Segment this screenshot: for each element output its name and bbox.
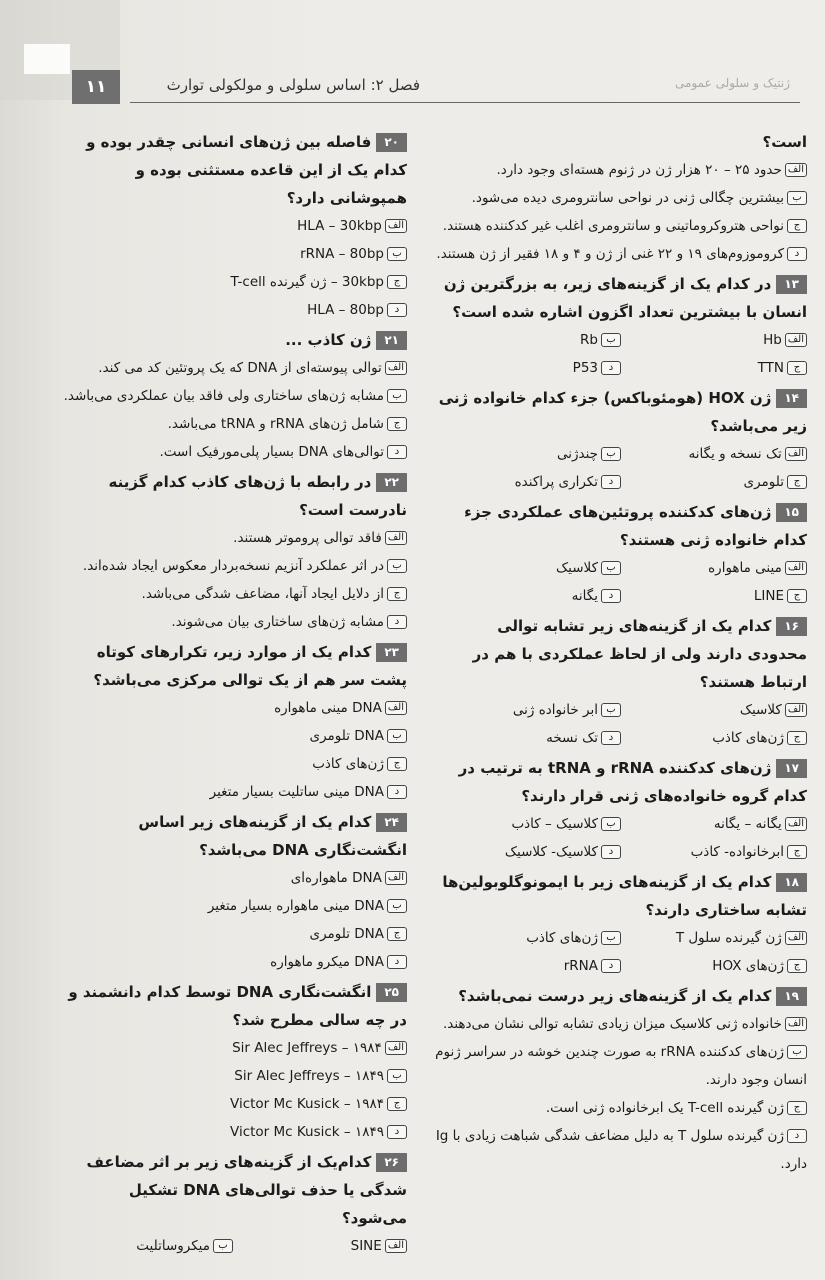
answer-option <box>59 296 407 324</box>
option-row <box>435 440 807 468</box>
question-block <box>59 468 407 636</box>
question-text: در کدام یک از گزینه‌های زیر، به بزرگترین ژن انسان با بیشترین تعداد اگزون اشاره شده است؟ <box>443 275 807 321</box>
option-text: ژن‌های کدکننده rRNA به صورت چندین خوشه در سراسر ژنوم انسان وجود دارند. <box>435 1044 807 1088</box>
question-text: در رابطه با ژن‌های کاذب کدام گزینه نادرست است؟ <box>108 473 407 519</box>
option-text: ابرخانواده- کاذب <box>690 844 784 860</box>
option-letter-badge: د <box>387 1125 407 1139</box>
question-block <box>435 754 807 866</box>
option-letter-badge: ب <box>787 1045 807 1059</box>
option-letter-badge: الف <box>385 1041 407 1055</box>
option-text: ۱۸۴۹ – Sir Alec Jeffreys <box>234 1068 384 1084</box>
question-number-badge: ۱۴ <box>776 389 807 408</box>
question-block <box>435 384 807 496</box>
question-number-badge: ۱۹ <box>776 987 807 1006</box>
question-stem <box>59 128 407 212</box>
answer-option <box>59 750 407 778</box>
option-letter-badge: ج <box>387 1097 407 1111</box>
option-text: میکروساتلیت <box>136 1238 210 1254</box>
question-block <box>435 270 807 382</box>
option-letter-badge: الف <box>785 931 807 945</box>
option-text: rRNA – 80bp <box>300 246 384 262</box>
option-text: خانواده ژنی کلاسیک میزان زیادی تشابه توالی نشان می‌دهند. <box>442 1016 782 1032</box>
answer-option <box>435 240 807 268</box>
answer-option <box>621 952 807 980</box>
answer-option <box>59 920 407 948</box>
option-letter-badge: ج <box>387 275 407 289</box>
answer-option <box>621 554 807 582</box>
question-stem <box>59 808 407 864</box>
answer-option <box>59 438 407 466</box>
option-letter-badge: د <box>787 247 807 261</box>
option-text: P53 <box>572 360 598 376</box>
option-letter-badge: الف <box>785 817 807 831</box>
answer-option <box>59 268 407 296</box>
question-block <box>435 498 807 610</box>
option-letter-badge: ج <box>787 589 807 603</box>
question-text: کدام یک از گزینه‌های زیر درست نمی‌باشد؟ <box>458 987 772 1005</box>
answer-option <box>621 582 807 610</box>
question-stem <box>435 612 807 696</box>
question-stem <box>59 468 407 524</box>
option-text: کروموزوم‌های ۱۹ و ۲۲ غنی از ژن و ۴ و ۱۸ فقیر از ژن هستند. <box>436 246 784 262</box>
answer-option <box>621 354 807 382</box>
option-letter-badge: الف <box>385 1239 407 1253</box>
option-letter-badge: ب <box>601 333 621 347</box>
question-block <box>59 128 407 324</box>
option-text: ابر خانواده ژنی <box>512 702 598 718</box>
option-letter-badge: ب <box>601 817 621 831</box>
answer-option <box>435 810 621 838</box>
option-text: بیشترین چگالی ژنی در نواحی سانترومری دیده می‌شود. <box>471 190 784 206</box>
answer-option <box>59 778 407 806</box>
answer-option <box>435 1010 807 1038</box>
answer-option <box>435 440 621 468</box>
option-letter-badge: د <box>387 615 407 629</box>
answer-option <box>59 948 407 976</box>
question-stem <box>435 868 807 924</box>
question-stem <box>435 754 807 810</box>
option-letter-badge: ب <box>213 1239 233 1253</box>
answer-option <box>435 326 621 354</box>
page-number: ۱۱ <box>72 70 120 104</box>
question-number-badge: ۲۱ <box>376 331 407 350</box>
option-letter-badge: ب <box>387 899 407 913</box>
option-letter-badge: ج <box>387 927 407 941</box>
option-text: کلاسیک – کاذب <box>511 816 598 832</box>
answer-option <box>621 838 807 866</box>
right-column <box>435 128 807 1180</box>
option-row <box>435 582 807 610</box>
option-letter-badge: د <box>601 845 621 859</box>
answer-option <box>435 354 621 382</box>
answer-option <box>59 608 407 636</box>
option-text: فاقد توالی پروموتر هستند. <box>233 530 382 546</box>
answer-option <box>59 1062 407 1090</box>
option-letter-badge: ج <box>787 1101 807 1115</box>
option-row <box>435 354 807 382</box>
question-stem <box>59 1148 407 1232</box>
question-stem <box>59 326 407 354</box>
answer-option <box>59 694 407 722</box>
question-number-badge: ۲۲ <box>376 473 407 492</box>
option-letter-badge: ج <box>787 475 807 489</box>
answer-option <box>435 468 621 496</box>
answer-option <box>59 240 407 268</box>
answer-option <box>621 326 807 354</box>
option-letter-badge: د <box>387 445 407 459</box>
option-letter-badge: الف <box>385 361 407 375</box>
option-row <box>435 554 807 582</box>
option-letter-badge: ب <box>387 389 407 403</box>
answer-option <box>435 1038 807 1094</box>
question-text: فاصله بین ژن‌های انسانی چقدر بوده و کدام یک از این قاعده مستثنی بوده و همپوشانی دارد؟ <box>86 133 407 207</box>
answer-option <box>59 524 407 552</box>
option-letter-badge: ج <box>387 587 407 601</box>
option-text: ۱۹۸۴ – Victor Mc Kusick <box>230 1096 384 1112</box>
option-text: توالی‌های DNA بسیار پلی‌مورفیک است. <box>159 444 384 460</box>
option-letter-badge: ب <box>387 729 407 743</box>
question-stem <box>435 982 807 1010</box>
option-text: DNA مینی ماهواره <box>274 700 382 716</box>
option-text: DNA میکرو ماهواره <box>270 954 384 970</box>
option-row <box>435 924 807 952</box>
option-letter-badge: الف <box>785 333 807 347</box>
option-letter-badge: ب <box>601 703 621 717</box>
question-block <box>435 982 807 1178</box>
option-row <box>435 952 807 980</box>
question-text: ژن HOX (هومئوباکس) جزء کدام خانواده ژنی زیر می‌باشد؟ <box>438 389 807 435</box>
answer-option <box>59 382 407 410</box>
question-number-badge: ۲۵ <box>376 983 407 1002</box>
option-text: کلاسیک- کلاسیک <box>504 844 598 860</box>
option-text: HLA – 80bp <box>307 302 384 318</box>
option-letter-badge: ج <box>787 219 807 233</box>
option-text: HLA – 30kbp <box>297 218 382 234</box>
option-text: از دلایل ایجاد آنها، مضاعف شدگی می‌باشد. <box>141 586 384 602</box>
answer-option <box>435 838 621 866</box>
option-text: حدود ۲۵ – ۲۰ هزار ژن در ژنوم هسته‌ای وجود دارد. <box>496 162 782 178</box>
option-letter-badge: الف <box>385 701 407 715</box>
answer-option <box>59 1118 407 1146</box>
answer-option <box>435 582 621 610</box>
option-letter-badge: د <box>601 959 621 973</box>
option-letter-badge: د <box>601 731 621 745</box>
option-letter-badge: ب <box>387 247 407 261</box>
question-text: کدام یک از موارد زیر، تکرارهای کوتاه پشت سر هم از یک توالی مرکزی می‌باشد؟ <box>93 643 407 689</box>
question-block <box>435 128 807 268</box>
option-text: ژن‌های کاذب <box>526 930 598 946</box>
option-row <box>435 724 807 752</box>
option-text: ژن‌های HOX <box>712 958 784 974</box>
question-number-badge: ۱۳ <box>776 275 807 294</box>
option-letter-badge: الف <box>785 561 807 575</box>
option-letter-badge: د <box>387 955 407 969</box>
option-text: یگانه – یگانه <box>713 816 782 832</box>
option-text: rRNA <box>563 958 598 974</box>
option-letter-badge: ج <box>787 731 807 745</box>
answer-option <box>59 580 407 608</box>
option-text: تک نسخه <box>546 730 598 746</box>
question-text: ژن‌های کدکننده پروتئین‌های عملکردی جزء کدام خانواده ژنی هستند؟ <box>464 503 807 549</box>
option-letter-badge: د <box>601 475 621 489</box>
option-text: چندژنی <box>556 446 598 462</box>
option-text: کلاسیک <box>739 702 782 718</box>
question-stem <box>435 384 807 440</box>
question-block <box>59 808 407 976</box>
option-text: تکراری پراکنده <box>514 474 598 490</box>
question-text: کدام یک از گزینه‌های زیر اساس انگشت‌نگاری DNA می‌باشد؟ <box>138 813 407 859</box>
option-text: 30kbp – ژن گیرنده T-cell <box>230 274 384 290</box>
answer-option <box>233 1232 407 1260</box>
answer-option <box>435 696 621 724</box>
option-text: نواحی هتروکروماتینی و سانترومری اغلب غیر کدکننده هستند. <box>442 218 784 234</box>
answer-option <box>435 924 621 952</box>
option-text: ژن گیرنده سلول T به دلیل مضاعف شدگی شباهت زیادی با Ig دارد. <box>435 1128 807 1172</box>
option-letter-badge: د <box>387 785 407 799</box>
answer-option <box>59 354 407 382</box>
question-block <box>59 638 407 806</box>
option-letter-badge: د <box>601 361 621 375</box>
option-text: DNA مینی ساتلیت بسیار متغیر <box>209 784 384 800</box>
option-letter-badge: د <box>387 303 407 317</box>
option-text: تک نسخه و یگانه <box>688 446 782 462</box>
option-row <box>435 810 807 838</box>
question-number-badge: ۲۰ <box>376 133 407 152</box>
option-text: Rb <box>580 332 598 348</box>
option-text: مشابه ژن‌های ساختاری ولی فاقد بیان عملکردی می‌باشد. <box>63 388 384 404</box>
option-letter-badge: الف <box>785 703 807 717</box>
option-letter-badge: الف <box>785 163 807 177</box>
option-letter-badge: ب <box>601 561 621 575</box>
question-number-badge: ۱۸ <box>776 873 807 892</box>
option-letter-badge: الف <box>385 871 407 885</box>
option-letter-badge: ج <box>787 845 807 859</box>
answer-option <box>59 552 407 580</box>
option-letter-badge: د <box>787 1129 807 1143</box>
option-text: مشابه ژن‌های ساختاری بیان می‌شوند. <box>171 614 384 630</box>
option-text: کلاسیک <box>556 560 598 576</box>
answer-option <box>59 212 407 240</box>
answer-option <box>621 440 807 468</box>
question-text: ژن کاذب ... <box>285 331 372 349</box>
answer-option <box>621 696 807 724</box>
answer-option <box>59 892 407 920</box>
question-number-badge: ۲۴ <box>376 813 407 832</box>
option-text: SINE <box>350 1238 382 1254</box>
answer-option <box>435 724 621 752</box>
left-column <box>59 128 407 1262</box>
question-block <box>59 326 407 466</box>
answer-option <box>621 810 807 838</box>
question-stem <box>435 498 807 554</box>
option-letter-badge: ب <box>601 447 621 461</box>
answer-option <box>435 952 621 980</box>
option-text: یگانه <box>571 588 598 604</box>
question-block <box>435 868 807 980</box>
option-text: شامل ژن‌های rRNA و tRNA می‌باشد. <box>167 416 384 432</box>
question-block <box>59 1148 407 1260</box>
option-text: DNA تلومری <box>309 926 384 942</box>
option-letter-badge: ج <box>787 361 807 375</box>
option-text: Hb <box>763 332 782 348</box>
answer-option <box>59 722 407 750</box>
question-text: است؟ <box>762 133 807 151</box>
option-row <box>435 326 807 354</box>
option-letter-badge: د <box>601 589 621 603</box>
option-letter-badge: الف <box>385 219 407 233</box>
option-letter-badge: ج <box>387 757 407 771</box>
option-text: DNA ماهواره‌ای <box>290 870 382 886</box>
option-text: توالی پیوسته‌ای از DNA که یک پروتئین کد می کند. <box>98 360 382 376</box>
option-text: LINE <box>753 588 784 604</box>
option-text: DNA مینی ماهواره بسیار متغیر <box>207 898 384 914</box>
option-row <box>435 468 807 496</box>
option-letter-badge: ب <box>387 559 407 573</box>
answer-option <box>435 184 807 212</box>
option-text: ژن گیرنده سلول T <box>675 930 782 946</box>
option-text: ۱۸۴۹ – Victor Mc Kusick <box>230 1124 384 1140</box>
answer-option <box>59 1232 233 1260</box>
option-text: ۱۹۸۴ – Sir Alec Jeffreys <box>232 1040 382 1056</box>
option-letter-badge: الف <box>785 447 807 461</box>
running-header <box>130 72 800 103</box>
question-stem <box>59 978 407 1034</box>
answer-option <box>435 554 621 582</box>
chapter-title: فصل ۲: اساس سلولی و مولکولی توارث <box>166 76 420 94</box>
question-text: کدام‌یک از گزینه‌های زیر بر اثر مضاعف شدگی یا حذف توالی‌های DNA تشکیل می‌شود؟ <box>86 1153 407 1227</box>
page-corner-tab <box>24 44 70 74</box>
question-number-badge: ۲۶ <box>376 1153 407 1172</box>
question-block <box>59 978 407 1146</box>
answer-option <box>435 212 807 240</box>
option-letter-badge: ب <box>601 931 621 945</box>
question-text: ژن‌های کدکننده rRNA و tRNA به ترتیب در کدام گروه خانواده‌های ژنی قرار دارند؟ <box>458 759 807 805</box>
answer-option <box>59 1090 407 1118</box>
option-letter-badge: الف <box>385 531 407 545</box>
answer-option <box>435 1094 807 1122</box>
answer-option <box>621 924 807 952</box>
question-text: کدام یک از گزینه‌های زیر با ایمونوگلوبولین‌ها تشابه ساختاری دارند؟ <box>442 873 807 919</box>
option-letter-badge: ج <box>387 417 407 431</box>
question-stem <box>59 638 407 694</box>
option-row <box>435 696 807 724</box>
option-text: ژن‌های کاذب <box>712 730 784 746</box>
option-text: DNA تلومری <box>309 728 384 744</box>
question-number-badge: ۲۳ <box>376 643 407 662</box>
option-letter-badge: ج <box>787 959 807 973</box>
option-row <box>59 1232 407 1260</box>
option-letter-badge: ب <box>787 191 807 205</box>
option-text: تلومری <box>743 474 784 490</box>
option-row <box>435 838 807 866</box>
option-text: ژن گیرنده T-cell یک ابرخانواده ژنی است. <box>545 1100 784 1116</box>
bleed-through-text: ژنتیک و سلولی عمومی <box>675 76 790 90</box>
answer-option <box>59 1034 407 1062</box>
option-letter-badge: ب <box>387 1069 407 1083</box>
question-stem <box>435 270 807 326</box>
option-text: ژن‌های کاذب <box>312 756 384 772</box>
option-text: در اثر عملکرد آنزیم نسخه‌بردار معکوس ایجاد شده‌اند. <box>82 558 384 574</box>
answer-option <box>621 724 807 752</box>
option-text: مینی ماهواره <box>708 560 782 576</box>
question-stem <box>435 128 807 156</box>
answer-option <box>435 1122 807 1178</box>
option-letter-badge: الف <box>785 1017 807 1031</box>
question-number-badge: ۱۶ <box>776 617 807 636</box>
answer-option <box>59 864 407 892</box>
option-text: TTN <box>757 360 784 376</box>
question-block <box>435 612 807 752</box>
question-number-badge: ۱۵ <box>776 503 807 522</box>
answer-option <box>59 410 407 438</box>
question-text: انگشت‌نگاری DNA توسط کدام دانشمند و در چه سالی مطرح شد؟ <box>68 983 407 1029</box>
question-text: کدام یک از گزینه‌های زیر تشابه توالی محدودی دارند ولی از لحاظ عملکردی با هم در ارتباط هستند؟ <box>472 617 807 691</box>
question-number-badge: ۱۷ <box>776 759 807 778</box>
answer-option <box>621 468 807 496</box>
answer-option <box>435 156 807 184</box>
